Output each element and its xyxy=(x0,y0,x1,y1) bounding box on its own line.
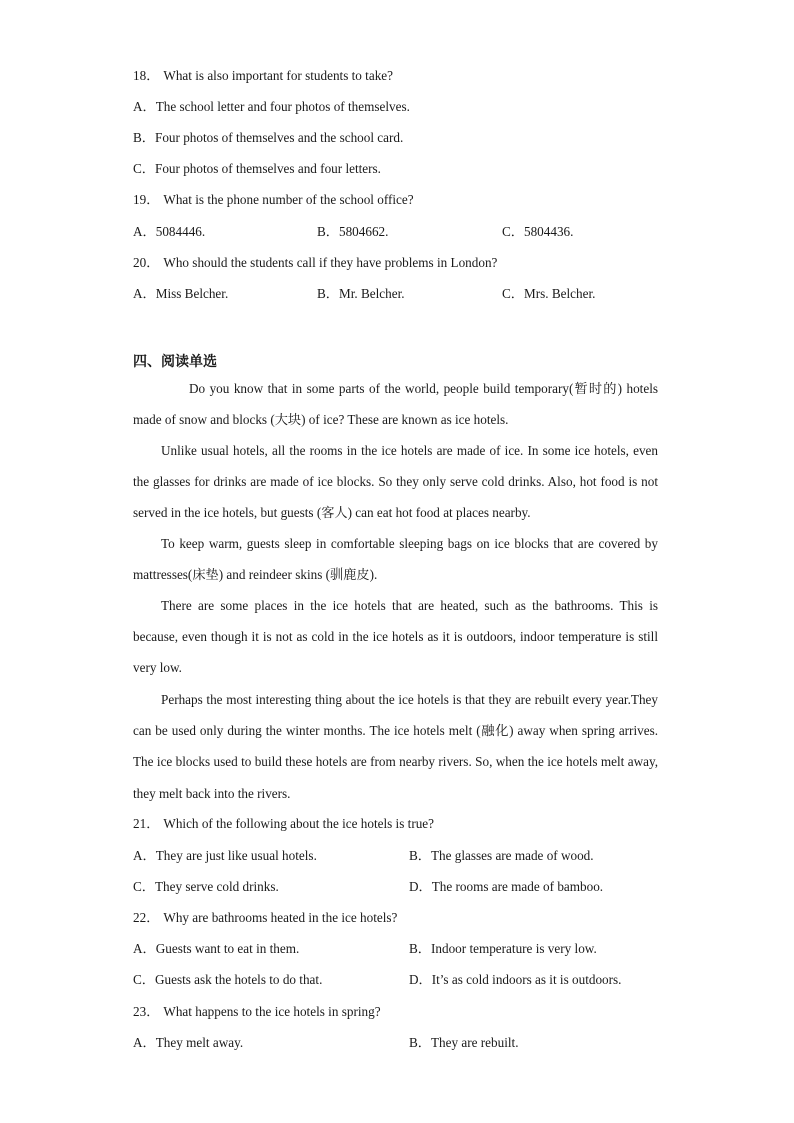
option-20-a xyxy=(133,286,228,302)
question-number: 21． xyxy=(133,816,160,831)
question-number: 19． xyxy=(133,192,160,207)
question-number: 20． xyxy=(133,255,160,270)
passage-paragraph-4: There are some places in the ice hotels that are heated, such as the bathrooms. This is because, even though it is not as cold in the ice hotels as it is outdoors, indoor temperature is still very low. xyxy=(133,598,658,676)
option-letter: C． xyxy=(502,224,524,239)
option-text: Guests want to eat in them. xyxy=(155,941,300,956)
option-23-a xyxy=(133,1035,243,1051)
option-letter: B． xyxy=(317,224,339,239)
option-18-c xyxy=(133,161,381,177)
question-19 xyxy=(133,192,414,208)
option-20-c xyxy=(502,286,595,302)
option-letter: A． xyxy=(133,1035,156,1050)
option-letter: B． xyxy=(409,848,431,863)
passage-paragraph-1: Do you know that in some parts of the world, people build temporary(暂时的) hotels made of snow and blocks (大块) of ice? These are known as ice hotels. xyxy=(133,381,658,428)
question-number: 23． xyxy=(133,1004,160,1019)
option-letter: A． xyxy=(133,848,156,863)
option-21-b xyxy=(409,848,594,864)
option-letter: C． xyxy=(133,879,155,894)
question-number: 18． xyxy=(133,68,160,83)
option-letter: B． xyxy=(409,941,431,956)
option-22-a xyxy=(133,941,299,957)
option-letter: C． xyxy=(502,286,524,301)
option-18-a xyxy=(133,99,410,115)
option-text: Mr. Belcher. xyxy=(338,286,405,301)
option-letter: D． xyxy=(409,972,432,987)
option-letter: B． xyxy=(317,286,339,301)
option-21-d xyxy=(409,879,603,895)
question-text: Who should the students call if they have problems in London? xyxy=(163,255,498,270)
option-text: 5084446. xyxy=(155,224,206,239)
option-text: Four photos of themselves and the school card. xyxy=(154,130,404,145)
option-text: Mrs. Belcher. xyxy=(523,286,596,301)
passage-paragraph-2: Unlike usual hotels, all the rooms in the ice hotels are made of ice. In some ice hotels, even the glasses for drinks are made of ice blocks. So they only serve cold drinks. Also, hot food is not served in the ice hotels, but guests (客人) can eat hot food at places nearby. xyxy=(133,443,658,521)
option-letter: B． xyxy=(409,1035,431,1050)
option-18-b xyxy=(133,130,403,146)
option-22-b xyxy=(409,941,597,957)
option-letter: B． xyxy=(133,130,155,145)
option-letter: A． xyxy=(133,286,156,301)
option-letter: A． xyxy=(133,941,156,956)
option-text: It’s as cold indoors as it is outdoors. xyxy=(431,972,622,987)
option-21-c xyxy=(133,879,279,895)
option-text: Four photos of themselves and four letters. xyxy=(154,161,381,176)
question-text: What is the phone number of the school office? xyxy=(163,192,414,207)
passage-paragraph-3: To keep warm, guests sleep in comfortable sleeping bags on ice blocks that are covered by mattresses(床垫) and reindeer skins (驯鹿皮). xyxy=(133,536,658,583)
option-letter: A． xyxy=(133,224,156,239)
option-23-b xyxy=(409,1035,519,1051)
question-22 xyxy=(133,910,397,926)
option-22-d xyxy=(409,972,621,988)
question-text: What is also important for students to take? xyxy=(163,68,394,83)
option-19-c xyxy=(502,224,573,240)
question-text: What happens to the ice hotels in spring? xyxy=(163,1004,381,1019)
option-text: Indoor temperature is very low. xyxy=(430,941,597,956)
option-letter: C． xyxy=(133,161,155,176)
option-text: 5804662. xyxy=(338,224,389,239)
option-20-b xyxy=(317,286,405,302)
option-letter: A． xyxy=(133,99,156,114)
option-text: The glasses are made of wood. xyxy=(430,848,594,863)
option-text: Miss Belcher. xyxy=(155,286,229,301)
option-text: They are just like usual hotels. xyxy=(155,848,317,863)
question-21 xyxy=(133,816,434,832)
option-text: They are rebuilt. xyxy=(430,1035,519,1050)
option-text: The rooms are made of bamboo. xyxy=(431,879,604,894)
option-19-b xyxy=(317,224,388,240)
question-20 xyxy=(133,255,497,271)
option-text: The school letter and four photos of themselves. xyxy=(155,99,410,114)
question-18 xyxy=(133,68,393,84)
question-23 xyxy=(133,1004,381,1020)
option-letter: D． xyxy=(409,879,432,894)
option-text: 5804436. xyxy=(523,224,574,239)
option-letter: C． xyxy=(133,972,155,987)
option-text: They melt away. xyxy=(155,1035,244,1050)
passage-paragraph-5: Perhaps the most interesting thing about the ice hotels is that they are rebuilt every year.They can be used only during the winter months. The ice hotels melt (融化) away when spring arrives. The ice blocks used to build these hotels are from nearby rivers. So, when the ice hotels melt away, they melt back into the rivers. xyxy=(133,692,658,801)
question-text: Why are bathrooms heated in the ice hotels? xyxy=(163,910,398,925)
option-21-a xyxy=(133,848,317,864)
question-text: Which of the following about the ice hotels is true? xyxy=(163,816,435,831)
option-text: Guests ask the hotels to do that. xyxy=(154,972,323,987)
option-text: They serve cold drinks. xyxy=(154,879,279,894)
option-22-c xyxy=(133,972,322,988)
section-heading: 四、阅读单选 xyxy=(133,354,217,370)
question-number: 22． xyxy=(133,910,160,925)
option-19-a xyxy=(133,224,205,240)
